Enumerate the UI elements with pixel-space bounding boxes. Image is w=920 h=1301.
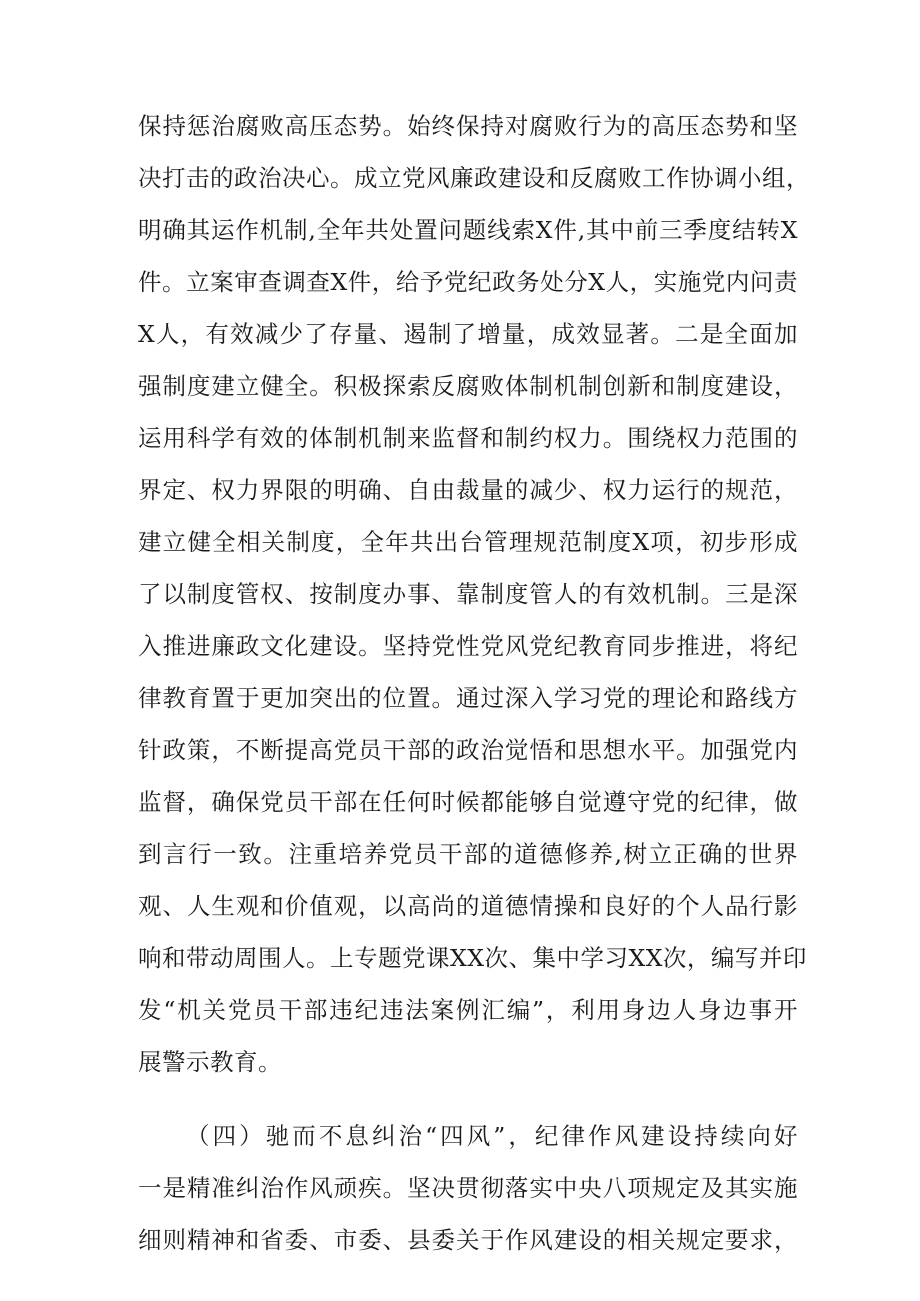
paragraph-line: 件。立案审查调查X件，给予党纪政务处分X人，实施党内问责 [138, 268, 798, 296]
paragraph-line: 建立健全相关制度，全年共出台管理规范制度X项，初步形成 [138, 528, 798, 556]
paragraph-line: 律教育置于更加突出的位置。通过深入学习党的理论和路线方 [138, 684, 798, 712]
paragraph-line: X人，有效减少了存量、遏制了增量，成效显著。二是全面加 [138, 320, 798, 348]
paragraph-line: 发“机关党员干部违纪违法案例汇编”，利用身边人身边事开 [138, 996, 798, 1024]
paragraph-line: 细则精神和省委、市委、县委关于作风建设的相关规定要求， [138, 1226, 798, 1254]
paragraph-line: 保持惩治腐败高压态势。始终保持对腐败行为的高压态势和坚 [138, 112, 798, 140]
paragraph-line: 决打击的政治决心。成立党风廉政建设和反腐败工作协调小组， [138, 164, 810, 192]
paragraph-line: 展警示教育。 [138, 1048, 282, 1076]
section-heading: （四）驰而不息纠治“四风”，纪律作风建设持续向好 [186, 1122, 798, 1150]
paragraph-line: 入推进廉政文化建设。坚持党性党风党纪教育同步推进，将纪 [138, 632, 798, 660]
paragraph-line: 一是精准纠治作风顽疾。坚决贯彻落实中央八项规定及其实施 [138, 1174, 798, 1202]
paragraph-line: 观、人生观和价值观，以高尚的道德情操和良好的个人品行影 [138, 892, 798, 920]
paragraph-line: 运用科学有效的体制机制来监督和制约权力。围绕权力范围的 [138, 424, 798, 452]
paragraph-line: 界定、权力界限的明确、自由裁量的减少、权力运行的规范， [138, 476, 798, 504]
paragraph-line: 到言行一致。注重培养党员干部的道德修养,树立正确的世界 [138, 840, 798, 868]
paragraph-line: 针政策，不断提高党员干部的政治觉悟和思想水平。加强党内 [138, 736, 798, 764]
paragraph-line: 强制度建立健全。积极探索反腐败体制机制创新和制度建设， [138, 372, 798, 400]
paragraph-line: 监督，确保党员干部在任何时候都能够自觉遵守党的纪律，做 [138, 788, 798, 816]
paragraph-line: 了以制度管权、按制度办事、靠制度管人的有效机制。三是深 [138, 580, 798, 608]
paragraph-line: 响和带动周围人。上专题党课XX次、集中学习XX次，编写并印 [138, 944, 807, 972]
paragraph-line: 明确其运作机制,全年共处置问题线索X件,其中前三季度结转X [138, 216, 798, 244]
